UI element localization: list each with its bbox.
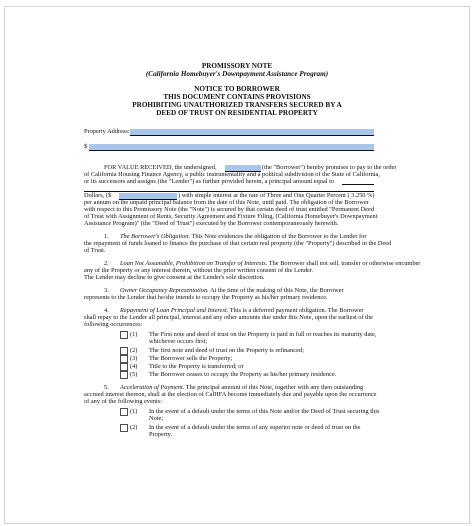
section-2-text-1: The Borrower shall not sell, transfer or otherwise encumber <box>267 260 421 267</box>
intro-line-1b: (the "Borrower") hereby promises to pay to the order <box>262 164 397 171</box>
intro-line-7: of Trust with Assignment of Rents, Security Agreement and Fixture Filing, (California Homebuyer's Downpayment <box>84 213 378 220</box>
checkbox-s4-item-1[interactable] <box>120 331 128 339</box>
section-5-text-1: The principal amount of this Note, together with any then outstanding <box>184 384 364 391</box>
section-2-line-3: The Lender may decline to give consent at the Lender's sole discretion. <box>84 274 265 281</box>
section-1-line-2: the repayment of funds loaned to finance the purchase of that certain real property (the "Property") described in the Deed <box>84 240 392 247</box>
checkbox-s4-item-5[interactable] <box>120 371 128 379</box>
checkbox-s4-item-4[interactable] <box>120 363 128 371</box>
section-1-number: 1. <box>104 233 109 240</box>
checkbox-s5-item-2[interactable] <box>120 424 128 432</box>
s4-item-1-label: (1) <box>130 331 138 338</box>
s4-item-2-line-1: The first note and deed of trust on the Property is refinanced; <box>149 347 304 354</box>
s4-item-4-line-1: Title to the Property is transferred; or <box>149 363 244 370</box>
program-subtitle: (California Homebuyer's Downpayment Assistance Program) <box>145 70 329 78</box>
checkbox-s4-item-3[interactable] <box>120 355 128 363</box>
section-4-text-1: This is a deferred payment obligation. The Borrower <box>228 307 364 314</box>
intro-line-6: with respect to this Promissory Note (the "Note") is secured by that certain deed of trust entitled "Permanent Deed <box>84 206 374 213</box>
document-title: PROMISSORY NOTE <box>201 62 273 70</box>
s4-item-5-label: (5) <box>130 371 138 378</box>
property-address-label: Property Address: <box>84 128 130 135</box>
section-2-heading: Loan Not Assumable, Prohibition on Transfer of Interests. <box>120 260 268 267</box>
checkbox-s4-item-2[interactable] <box>120 347 128 355</box>
section-1-text-1: This Note evidences the obligation of the Borrower to the Lender for <box>190 233 367 240</box>
section-1-heading: The Borrower's Obligation. <box>120 233 191 240</box>
s4-item-1-line-1: The First note and deed of trust on the Property is paid in full or reaches its maturity date, <box>149 331 377 338</box>
section-3-heading: Owner Occupancy Representation. <box>120 287 209 294</box>
intro-line-1a: FOR VALUE RECEIVED, the undersigned, <box>104 164 217 171</box>
s4-item-2-label: (2) <box>130 347 138 354</box>
s4-item-5-line-1: The Borrower ceases to occupy the Property as his/her primary residence. <box>149 371 337 378</box>
intro-line-4b: ) with simple interest at the rate of Three and One Quarter Percent ( 3.250 %) <box>178 192 375 199</box>
section-4-line-2: shall repay to the Lender all principal, interest and any other amounts due under this Note, upon the earliest of the <box>84 314 373 321</box>
property-address-field[interactable] <box>130 129 374 136</box>
notice-line-contains: THIS DOCUMENT CONTAINS PROVISIONS <box>163 93 311 101</box>
principal-amount-field[interactable] <box>89 144 374 151</box>
section-5-line-2: accrued interest thereon, shall at the election of CalHFA become immediately due and payable upon the occurrence <box>84 391 377 398</box>
s4-item-3-label: (3) <box>130 355 138 362</box>
section-5-line-3: of any of the following events: <box>84 398 163 405</box>
intro-line-8: Assistance Program)" (the "Deed of Trust") executed by the Borrower contemporaneously herewith. <box>84 220 339 227</box>
s5-item-2-line-2: Property. <box>149 431 173 438</box>
dollar-sign-label: $ <box>84 143 88 150</box>
s4-item-1-line-2: whichever occurs first; <box>149 338 208 345</box>
section-1-line-3: of Trust. <box>84 247 106 254</box>
section-3-number: 3. <box>104 287 109 294</box>
s5-item-2-label: (2) <box>130 424 138 431</box>
notice-line-prohibiting: PROHIBITING UNAUTHORIZED TRANSFERS SECURED BY A <box>132 101 342 109</box>
section-5-heading: Acceleration of Payment. <box>120 384 185 391</box>
notice-heading: NOTICE TO BORROWER <box>194 85 280 93</box>
intro-line-5: per annum on the unpaid principal balance from the date of this Note, until paid. The obligation of the Borrower <box>84 199 369 206</box>
s5-item-1-line-1: In the event of a default under the terms of this Note and/or the Deed of Trust securing this <box>149 408 380 415</box>
amount-words-line-end <box>342 184 374 185</box>
checkbox-s5-item-1[interactable] <box>120 408 128 416</box>
section-5-number: 5. <box>104 384 109 391</box>
notice-line-deed: DEED OF TRUST ON RESIDENTIAL PROPERTY <box>156 109 318 117</box>
section-2-number: 2. <box>104 260 109 267</box>
s4-item-3-line-1: The Borrower sells the Property; <box>149 355 233 362</box>
section-4-heading: Repayment of Loan Principal and Interest. <box>120 307 229 314</box>
section-4-number: 4. <box>104 307 109 314</box>
section-3-text-1: At the time of the making of this Note, the Borrower <box>208 287 344 294</box>
s5-item-1-line-2: Note; <box>149 415 164 422</box>
intro-line-4a: Dollars, ($ <box>84 192 112 199</box>
section-3-line-2: represents to the Lender that he/she intends to occupy the Property as his/her primary residence. <box>84 294 328 301</box>
s5-item-2-line-1: In the event of a default under the terms of any superior note or deed of trust on the <box>149 424 361 431</box>
intro-line-2: of California Housing Finance Agency, a public instrumentality and a political subdivision of the State of California, <box>84 171 380 178</box>
intro-line-3: or its successors and assigns (the "Lender") as further provided herein, a principal amount equal to <box>84 178 335 185</box>
section-2-line-2: any of the Property or any interest therein, without the prior written consent of the Lender. <box>84 267 314 274</box>
section-4-line-3: following occurrences: <box>84 321 143 328</box>
s5-item-1-label: (1) <box>130 408 138 415</box>
s4-item-4-label: (4) <box>130 363 138 370</box>
